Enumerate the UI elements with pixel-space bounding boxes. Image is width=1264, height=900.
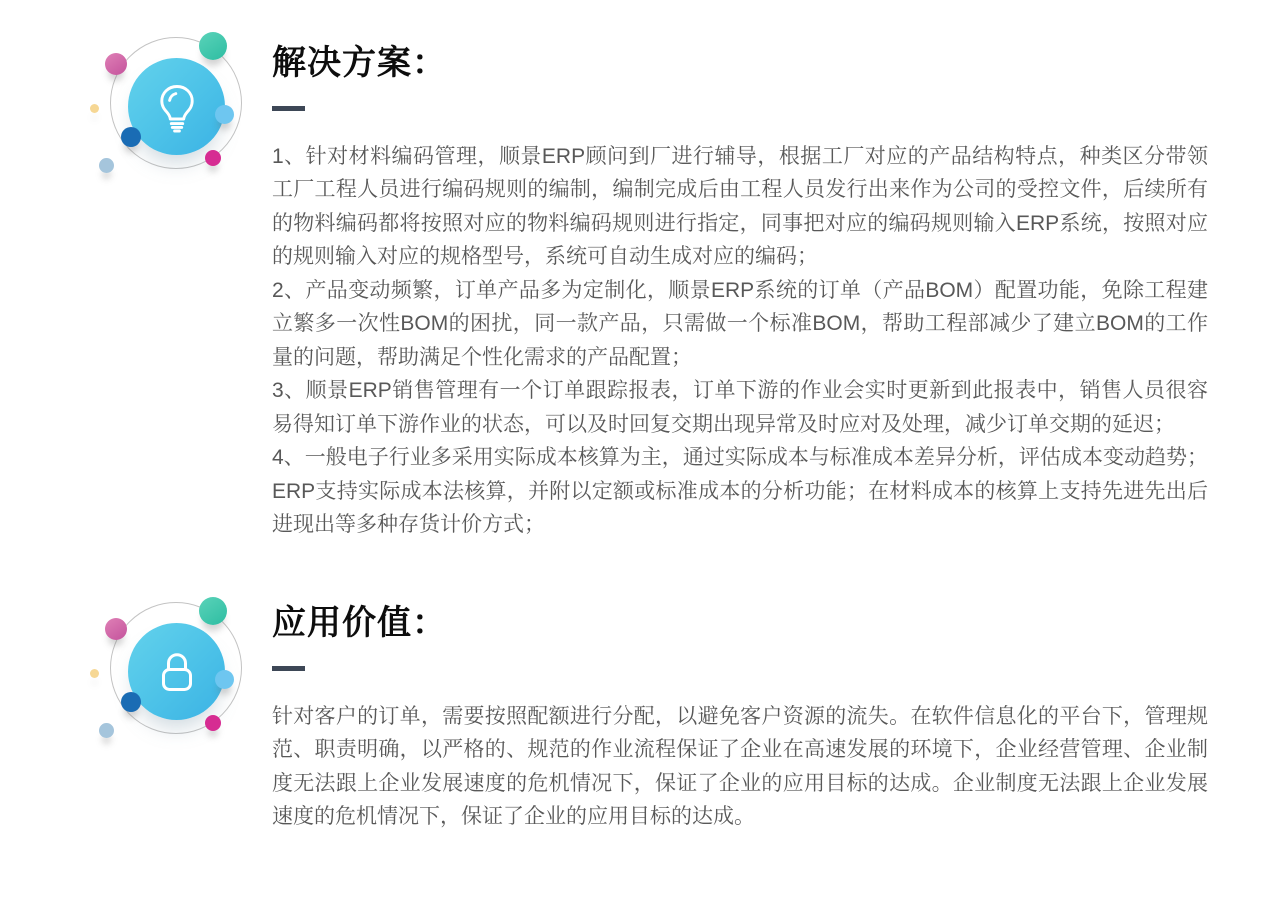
- solution-title: 解决方案：: [272, 44, 447, 82]
- value-title: 应用价值：: [272, 604, 447, 642]
- solution-paragraph-2: 2、产品变动频繁，订单产品多为定制化，顺景ERP系统的订单（产品BOM）配置功能，免除工程建立繁多一次性BOM的困扰，同一款产品，只需做一个标准BOM，帮助工程部减少了建立BOM的工作量的问题，帮助满足个性化需求的产品配置；: [272, 278, 1209, 369]
- decor-dot-teal: [199, 597, 227, 625]
- lightbulb-icon: [149, 79, 205, 135]
- title-dash: [272, 106, 305, 111]
- value-section: [272, 602, 1208, 834]
- solution-paragraph-3: 3、顺景ERP销售管理有一个订单跟踪报表，订单下游的作业会实时更新到此报表中，销售人员很容易得知订单下游作业的状态，可以及时回复交期出现异常及时应对及处理，减少订单交期的延迟；: [272, 379, 1208, 436]
- decor-dot-yellow: [90, 104, 99, 113]
- decor-dot-magenta: [205, 715, 221, 731]
- solution-body: [272, 140, 1208, 542]
- decor-dot-darkblue: [121, 127, 141, 147]
- title-dash: [272, 666, 305, 671]
- decor-dot-pink: [105, 618, 127, 640]
- decor-dot-lightblue: [215, 670, 234, 689]
- decor-dot-lightblue: [215, 105, 234, 124]
- value-paragraph-1: 针对客户的订单，需要按照配额进行分配，以避免客户资源的流失。在软件信息化的平台下，管理规范、职责明确，以严格的、规范的作业流程保证了企业在高速发展的环境下，企业经营管理、企业制度无法跟上企业发展速度的危机情况下，保证了企业的应用目标的达成。企业制度无法跟上企业发展速度的危机情况下，保证了企业的应用目标的达成。: [272, 704, 1208, 828]
- lightbulb-icon-circle: [128, 58, 225, 155]
- solution-paragraph-4: 4、一般电子行业多采用实际成本核算为主，通过实际成本与标准成本差异分析，评估成本变动趋势；ERP支持实际成本法核算，并附以定额或标准成本的分析功能；在材料成本的核算上支持先进先出后进现出等多种存货计价方式；: [272, 446, 1208, 536]
- solution-section: [272, 42, 1208, 542]
- decor-dot-bluegray: [99, 158, 114, 173]
- decor-dot-darkblue: [121, 692, 141, 712]
- decor-dot-bluegray: [99, 723, 114, 738]
- lock-icon: [149, 644, 205, 700]
- lock-icon-circle: [128, 623, 225, 720]
- decor-dot-yellow: [90, 669, 99, 678]
- solution-paragraph-1: 1、针对材料编码管理，顺景ERP顾问到厂进行辅导，根据工厂对应的产品结构特点，种类区分带领工厂工程人员进行编码规则的编制，编制完成后由工程人员发行出来作为公司的受控文件，后续所有的物料编码都将按照对应的物料编码规则进行指定，同事把对应的编码规则输入ERP系统，按照对应的规则输入对应的规格型号，系统可自动生成对应的编码；: [272, 144, 1208, 268]
- value-body: [272, 700, 1208, 834]
- solution-icon-cluster: [85, 28, 250, 183]
- decor-dot-teal: [199, 32, 227, 60]
- value-icon-cluster: [85, 593, 250, 748]
- decor-dot-pink: [105, 53, 127, 75]
- decor-dot-magenta: [205, 150, 221, 166]
